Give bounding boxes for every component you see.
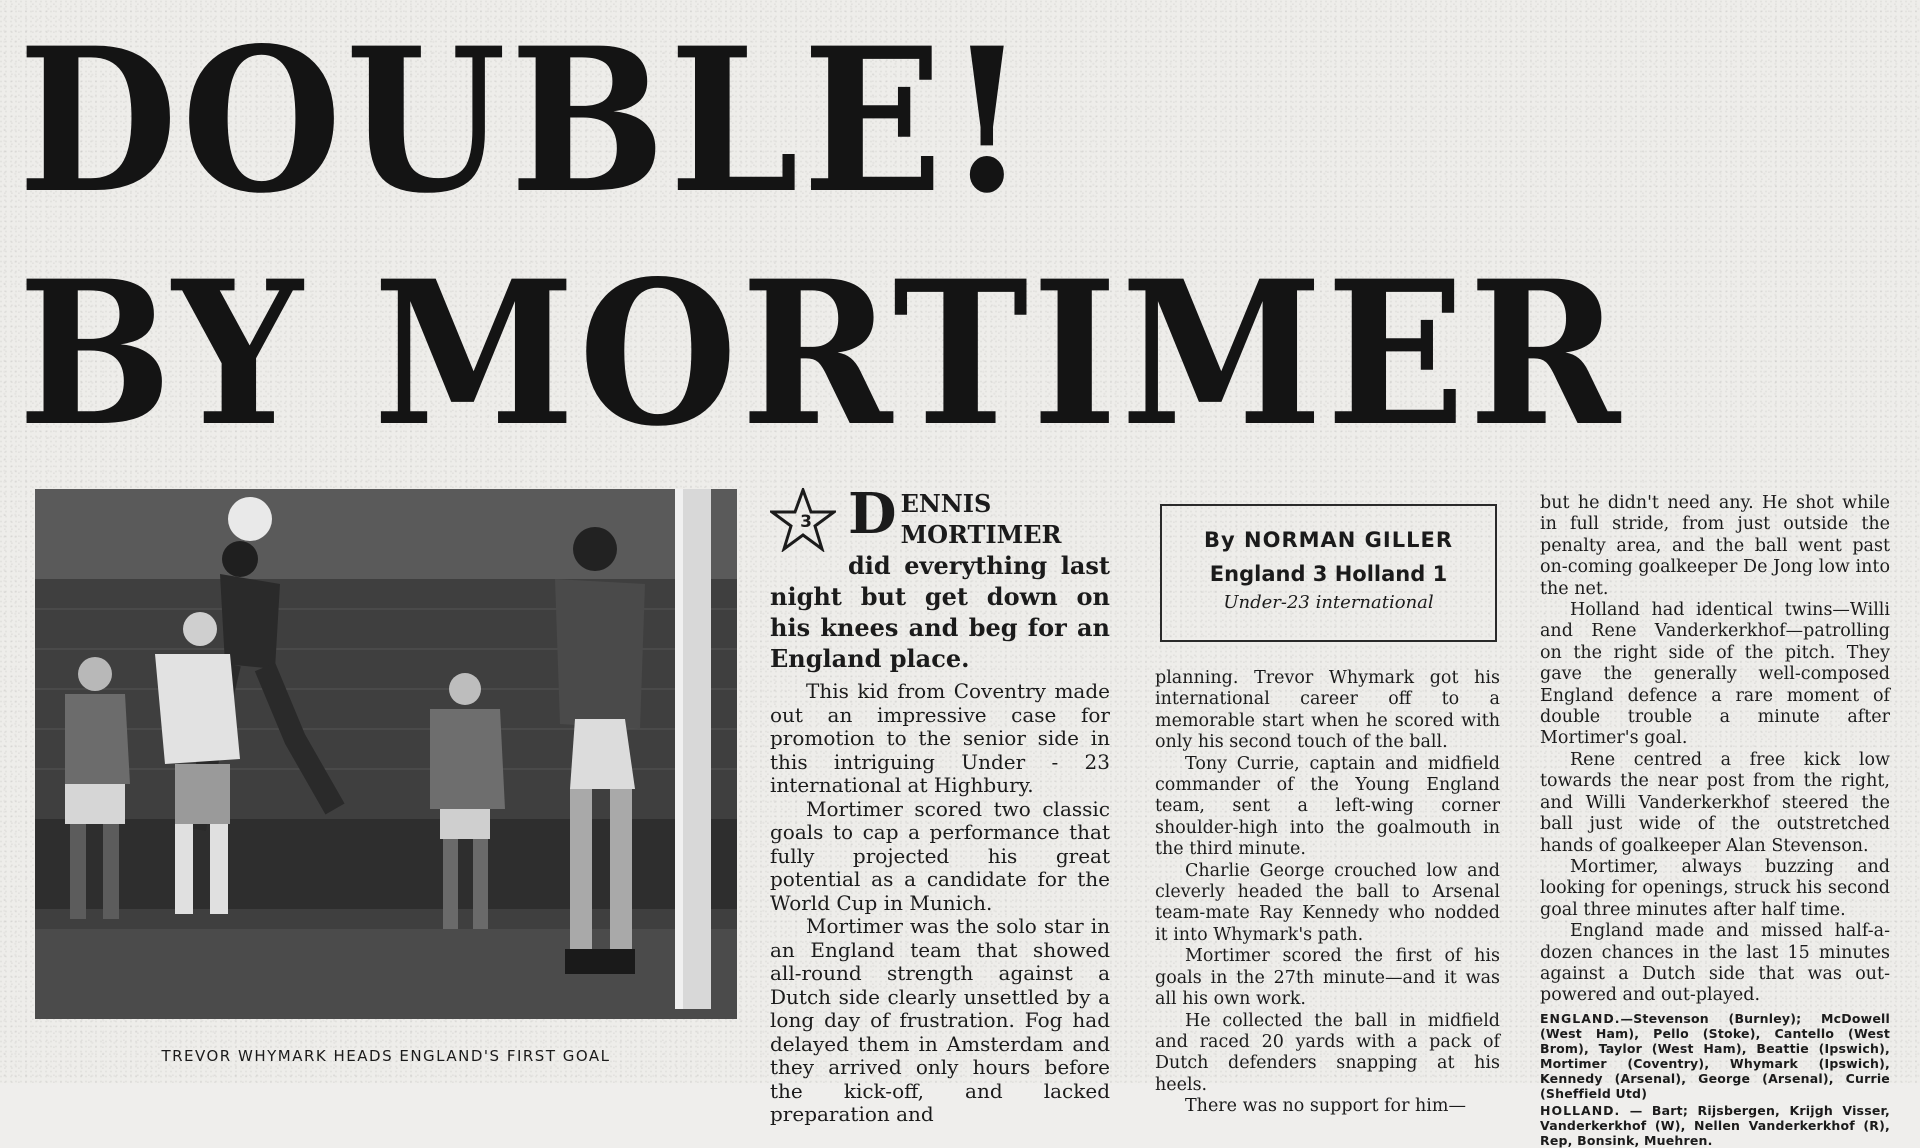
col1-paragraph: This kid from Coventry made out an impressive case for promotion to the senior side in this intriguing Under - 23 international at Highbury. bbox=[770, 679, 1110, 797]
article-lead bbox=[770, 481, 1110, 674]
article-column-3 bbox=[1540, 493, 1890, 1148]
byline-box bbox=[1160, 504, 1497, 642]
photo-caption: TREVOR WHYMARK HEADS ENGLAND'S FIRST GOAL bbox=[161, 1047, 611, 1065]
headline-line-2: BY MORTIMER bbox=[18, 237, 1624, 470]
drop-cap: D bbox=[848, 481, 897, 547]
football-players-illustration bbox=[35, 489, 737, 1019]
article-column-2 bbox=[1155, 668, 1500, 1118]
col1-paragraph: Mortimer was the solo star in an England team that showed all-round strength against a Dutch side clearly unsettled by a long day of frustration. Fog had delayed them in Amsterdam and they arrived only hours before the kick-off, and lacked preparation and bbox=[770, 914, 1110, 1126]
col3-paragraph: Mortimer, always buzzing and looking for openings, struck his second goal three minutes after half time. bbox=[1540, 856, 1890, 920]
col2-paragraph: Mortimer scored the first of his goals in the 27th minute—and it was all his own work. bbox=[1155, 946, 1500, 1010]
col2-paragraph: Charlie George crouched low and cleverly headed the ball to Arsenal team-mate Ray Kennedy who nodded it into Whymark's path. bbox=[1155, 860, 1500, 945]
lead-paragraph: ENNIS MORTIMER did everything last night but get down on his knees and beg for an England place. bbox=[770, 489, 1110, 673]
article-column-1 bbox=[770, 481, 1110, 1127]
holland-lineup bbox=[1540, 1103, 1890, 1148]
col3-paragraph: England made and missed half-a-dozen chances in the last 15 minutes against a Dutch side that was out-powered and out-played. bbox=[1540, 921, 1890, 1006]
star-badge-number: 3 bbox=[800, 512, 812, 532]
star-icon bbox=[770, 488, 842, 554]
byline-author: By NORMAN GILLER bbox=[1204, 528, 1453, 552]
col2-paragraph: He collected the ball in midfield and raced 20 yards with a pack of Dutch defenders snapping at his heels. bbox=[1155, 1010, 1500, 1095]
holland-players: — Bart; Rijsbergen, Krijgh Visser, Vanderkerkhof (W), Nellen Vanderkerkhof (R), Rep, Bonsink, Muehren. bbox=[1540, 1102, 1890, 1148]
col3-paragraph: Holland had identical twins—Willi and Rene Vanderkerkhof—patrolling on the right side of the pitch. They gave the generally well-composed England defence a rare moment of double trouble a minute after Mortimer's goal. bbox=[1540, 600, 1890, 749]
col3-paragraph: but he didn't need any. He shot while in full stride, from just outside the penalty area, and the ball went past on-coming goalkeeper De Jong low into the net. bbox=[1540, 493, 1890, 599]
england-lineup bbox=[1540, 1011, 1890, 1101]
headline-line-1: DOUBLE! bbox=[18, 4, 1032, 237]
col1-paragraph: Mortimer scored two classic goals to cap a performance that fully projected his great potential as a candidate for the World Cup in Munich. bbox=[770, 796, 1110, 915]
england-players: —Stevenson (Burnley); McDowell (West Ham), Pello (Stoke), Cantello (West Brom), Taylor (West Ham), Beattie (Ipswich), Mortimer (Coventry), Whymark (Ipswich), Kennedy (Arsenal), George (Arsenal), Currie (Sheffield Utd) bbox=[1540, 1010, 1890, 1101]
holland-label: HOLLAND. bbox=[1540, 1102, 1621, 1118]
match-competition: Under-23 international bbox=[1223, 592, 1434, 613]
match-photo bbox=[35, 489, 737, 1019]
col2-paragraph: Tony Currie, captain and midfield commander of the Young England team, sent a left-wing corner shoulder-high into the goalmouth in the third minute. bbox=[1155, 753, 1500, 860]
england-label: ENGLAND. bbox=[1540, 1010, 1621, 1026]
col3-paragraph: Rene centred a free kick low towards the near post from the right, and Willi Vanderkerkhof steered the ball just wide of the outstretched hands of goalkeeper Alan Stevenson. bbox=[1540, 749, 1890, 856]
match-score: England 3 Holland 1 bbox=[1209, 562, 1448, 586]
col2-paragraph: There was no support for him— bbox=[1185, 1096, 1466, 1117]
col2-paragraph: planning. Trevor Whymark got his international career off to a memorable start when he scored with only his second touch of the ball. bbox=[1155, 668, 1500, 753]
